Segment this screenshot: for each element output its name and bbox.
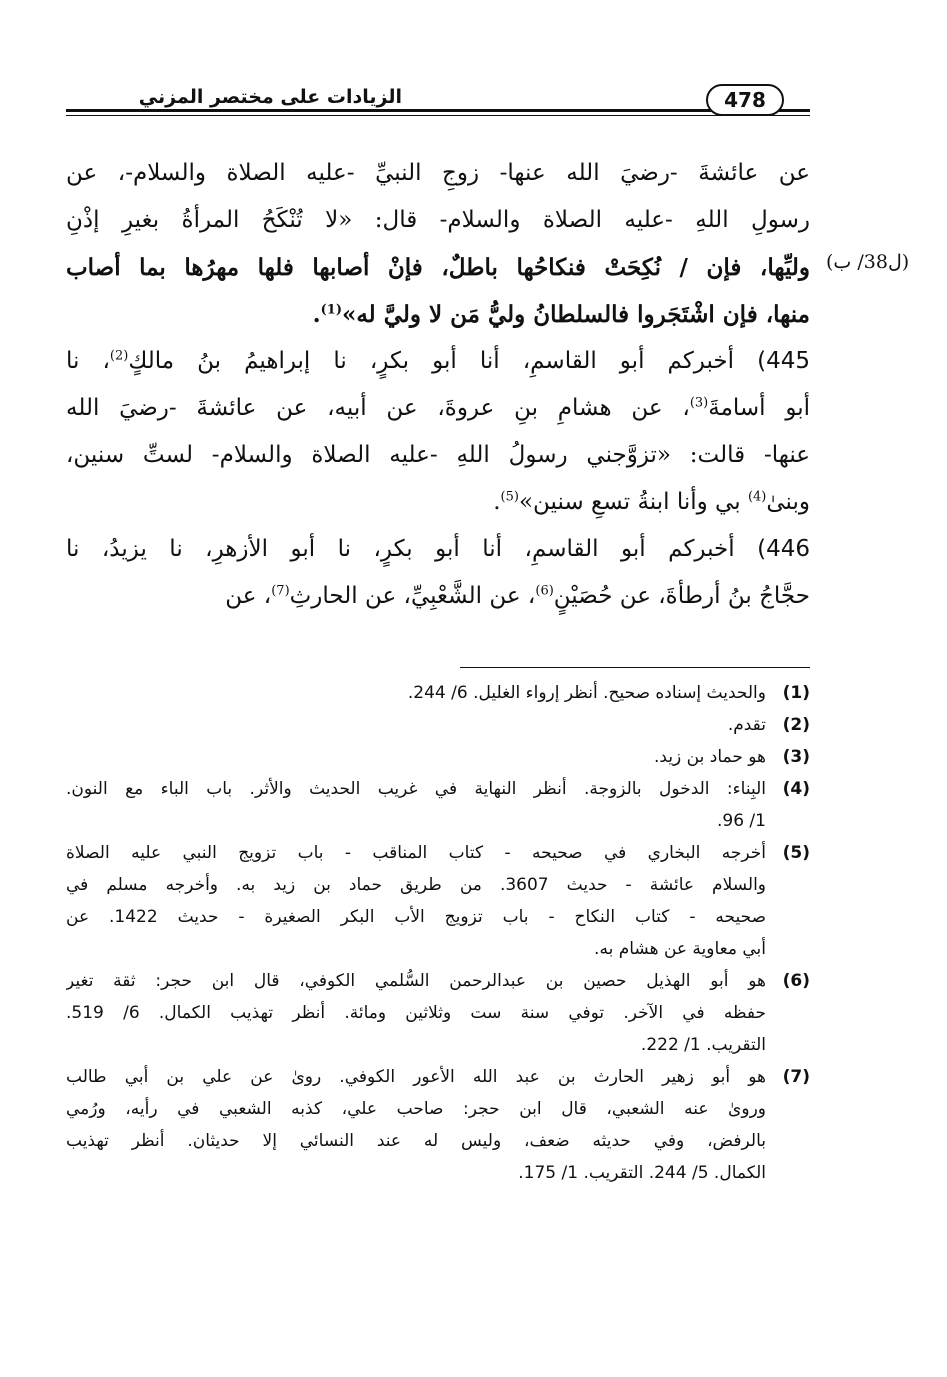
footnote-line: هو حماد بن زيد. xyxy=(654,747,766,767)
text-line-3: وليِّها، فإن / نُكِحَتْ فنكاحُها باطلٌ، فإنْ أصابها فلها مهرُها بما أصاب xyxy=(66,254,810,281)
footnote-line: والسلام عائشة - حديث 3607. من طريق حماد بن زيد به. وأخرجه مسلم في xyxy=(66,875,766,895)
footnote-line: بالرفض، وفي حديثه ضعف، وليس له عند النسائي إلا حديثان. أنظر تهذيب xyxy=(66,1131,766,1151)
page-header xyxy=(66,84,810,128)
footnote-line: هو أبو زهير الحارث بن عبد الله الأعور الكوفي. روىٰ عن علي بن أبي طالب xyxy=(66,1067,766,1087)
footnote-number: (3) xyxy=(782,747,810,767)
footnote-line: 1/ 96. xyxy=(716,811,766,831)
footnote-ref: (3) xyxy=(689,395,709,411)
footnote-number: (5) xyxy=(782,843,810,863)
text-line-4: منها، فإن اشْتَجَروا فالسلطانُ وليُّ مَن لا وليَّ له»$^{(1)}$. xyxy=(312,301,810,328)
footnote-line: التقريب. 1/ 222. xyxy=(640,1035,766,1055)
footnote-1 xyxy=(66,677,810,709)
text-line-1: عن عائشةَ -رضيَ الله عنها- زوجِ النبيِّ -عليه الصلاة والسلام-، عن xyxy=(66,160,810,186)
footnote-line: حفظه في الآخر. توفي سنة ست وثلاثين ومائة. أنظر تهذيب الكمال. 6/ 519. xyxy=(66,1003,766,1023)
footnote-line: تقدم. xyxy=(727,715,766,735)
footnotes xyxy=(66,677,810,1189)
footnote-line: الكمال. 5/ 244. التقريب. 1/ 175. xyxy=(518,1163,766,1183)
footnote-ref: (7) xyxy=(271,583,290,599)
text-line-6: أبو أسامةَ$^{(3)}$، عن هشامِ بنِ عروةَ، عن أبيه، عن عائشةَ -رضيَ الله xyxy=(66,395,810,421)
hadith-number: 445) xyxy=(734,348,810,374)
footnote-6 xyxy=(66,965,810,1061)
footnote-line: صحيحه - كتاب النكاح - باب تزويج الأب البكر الصغيرة - حديث 1422. عن xyxy=(66,907,766,927)
footnote-number: (7) xyxy=(782,1067,810,1087)
text-line-9: 446) أخبركم أبو القاسمِ، أنا أبو بكرٍ، نا أبو الأزهرِ، نا يزيدُ، نا xyxy=(66,536,810,562)
text-line-5: 445) أخبركم أبو القاسمِ، أنا أبو بكرٍ، نا إبراهيمُ بنُ مالكٍ$^{(2)}$، نا xyxy=(66,348,810,374)
header-rule-thick xyxy=(66,109,810,112)
footnote-2 xyxy=(66,709,810,741)
running-title: الزيادات على مختصر المزني xyxy=(138,86,402,108)
footnote-number: (1) xyxy=(782,683,810,703)
text-line-7: عنها- قالت: «تزوَّجني رسولُ اللهِ -عليه الصلاة والسلام- لستِّ سنين، xyxy=(66,442,810,468)
footnote-number: (6) xyxy=(782,971,810,991)
footnote-line: أبي معاوية عن هشام به. xyxy=(594,939,766,959)
footnote-number: (4) xyxy=(782,779,810,799)
main-text xyxy=(66,150,810,620)
footnote-ref: (2) xyxy=(109,348,129,364)
text-line-10: حجَّاجُ بنُ أرطأةَ، عن حُصَيْنٍ$^{(6)}$، عن الشَّعْبِيِّ، عن الحارثِ$^{(7)}$، عن xyxy=(225,583,810,609)
footnote-separator xyxy=(460,667,810,668)
footnote-line: البِناء: الدخول بالزوجة. أنظر النهاية في غريب الحديث والأثر. باب الباء مع النون. xyxy=(66,779,766,799)
footnote-ref: (1) xyxy=(320,302,342,318)
footnote-ref: (4) xyxy=(747,489,767,505)
footnote-line: والحديث إسناده صحيح. أنظر إرواء الغليل. 6/ 244. xyxy=(407,683,766,703)
hadith-number: 446) xyxy=(734,536,810,562)
footnote-line: أخرجه البخاري في صحيحه - كتاب المناقب - باب تزويج النبي عليه الصلاة xyxy=(66,843,766,863)
footnote-7 xyxy=(66,1061,810,1189)
text-line-8: وبنىٰ$^{(4)}$ بي وأنا ابنةُ تسعِ سنين»$^{(5)}$. xyxy=(493,489,810,515)
footnote-number: (2) xyxy=(782,715,810,735)
footnote-ref: (6) xyxy=(535,583,554,599)
page-number: 478 xyxy=(706,84,784,116)
footnote-ref: (5) xyxy=(500,489,519,505)
header-rule-thin xyxy=(66,115,810,116)
margin-note: (ل38/ ب) xyxy=(826,251,910,273)
footnote-5 xyxy=(66,837,810,965)
footnote-3 xyxy=(66,741,810,773)
footnote-line: وروىٰ عنه الشعبي، قال ابن حجر: صاحب علي، كذبه الشعبي في رأيه، ورُمي xyxy=(66,1099,766,1119)
footnote-4 xyxy=(66,773,810,837)
footnote-line: هو أبو الهذيل حصين بن عبدالرحمن السُّلمي الكوفي، قال ابن حجر: ثقة تغير xyxy=(66,971,766,991)
text-line-2: رسولِ اللهِ -عليه الصلاة والسلام- قال: «لا تُنْكَحُ المرأةُ بغيرِ إذْنِ xyxy=(66,207,810,233)
